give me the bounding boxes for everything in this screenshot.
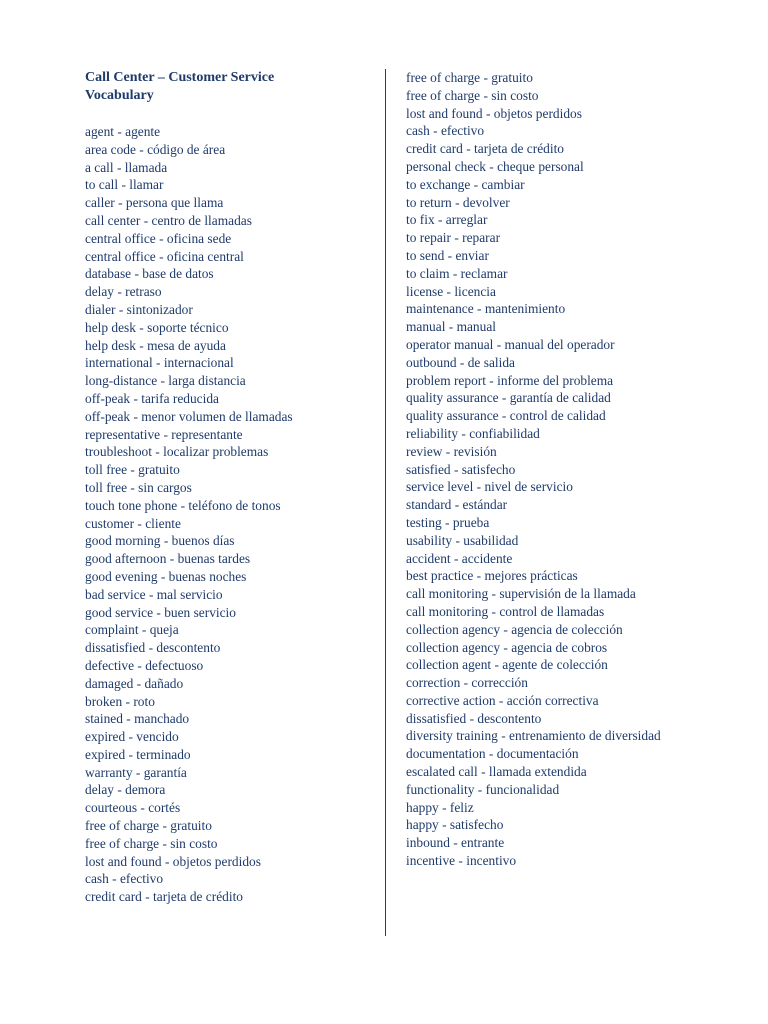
vocabulary-entry: touch tone phone - teléfono de tonos [85,497,281,513]
vocabulary-entry: inbound - entrante [406,835,505,851]
vocabulary-entry: quality assurance - garantía de calidad [406,390,611,406]
vocabulary-entry: cash - efectivo [85,871,164,887]
vocabulary-entry: representative - representante [85,426,243,442]
vocabulary-entry: database - base de datos [85,266,214,282]
vocabulary-entry: manual - manual [406,319,496,335]
vocabulary-entry: stained - manchado [85,711,190,727]
vocabulary-entry: warranty - garantía [85,764,187,780]
title-line-2: Vocabulary [85,88,154,103]
vocabulary-entry: toll free - gratuito [85,462,180,478]
vocabulary-entry: broken - roto [85,693,155,709]
vocabulary-entry: help desk - soporte técnico [85,319,229,335]
vocabulary-entry: service level - nivel de servicio [406,479,573,495]
vocabulary-entry: outbound - de salida [406,354,515,370]
vocabulary-entry: to fix - arreglar [406,212,488,228]
title-line-1: Call Center – Customer Service [85,70,275,85]
vocabulary-entry: bad service - mal servicio [85,586,223,602]
vocabulary-entry: accident - accidente [406,550,513,566]
vocabulary-entry: delay - demora [85,782,166,798]
column-divider [385,69,386,936]
vocabulary-entry: to send - enviar [406,247,489,263]
vocabulary-entry: central office - oficina sede [85,230,232,246]
vocabulary-entry: corrective action - acción correctiva [406,692,599,708]
vocabulary-entry: problem report - informe del problema [406,372,614,388]
vocabulary-entry: call center - centro de llamadas [85,212,252,228]
vocabulary-entry: delay - retraso [85,284,162,300]
vocabulary-entry: satisfied - satisfecho [406,461,516,477]
vocabulary-entry: operator manual - manual del operador [406,336,615,352]
vocabulary-entry: to return - devolver [406,194,510,210]
vocabulary-entry: expired - vencido [85,729,179,745]
vocabulary-entry: to exchange - cambiar [406,176,525,192]
vocabulary-entry: usability - usabilidad [406,532,519,548]
vocabulary-entry: international - internacional [85,355,234,371]
vocabulary-entry: testing - prueba [406,514,490,530]
vocabulary-entry: free of charge - gratuito [85,818,212,834]
vocabulary-entry: free of charge - sin costo [85,835,218,851]
vocabulary-entry: to call - llamar [85,177,164,193]
vocabulary-entry: free of charge - sin costo [406,87,539,103]
vocabulary-entry: complaint - queja [85,622,179,638]
vocabulary-entry: good afternoon - buenas tardes [85,551,251,567]
vocabulary-entry: incentive - incentivo [406,853,517,869]
vocabulary-entry: license - licencia [406,283,496,299]
vocabulary-entry: long-distance - larga distancia [85,373,246,389]
vocabulary-entry: good service - buen servicio [85,604,236,620]
vocabulary-entry: escalated call - llamada extendida [406,764,587,780]
vocabulary-entry: lost and found - objetos perdidos [406,105,582,121]
vocabulary-entry: agent - agente [85,124,161,139]
vocabulary-entry: quality assurance - control de calidad [406,408,606,424]
vocabulary-entry: to claim - reclamar [406,265,508,281]
left-vocabulary-list [85,123,375,906]
vocabulary-entry: happy - feliz [406,799,474,815]
vocabulary-entry: courteous - cortés [85,800,181,816]
vocabulary-entry: credit card - tarjeta de crédito [406,141,564,157]
vocabulary-entry: cash - efectivo [406,123,485,139]
vocabulary-entry: diversity training - entrenamiento de diversidad [406,728,661,744]
vocabulary-entry: happy - satisfecho [406,817,504,833]
vocabulary-entry: documentation - documentación [406,746,579,762]
vocabulary-entry: standard - estándar [406,497,508,513]
vocabulary-entry: help desk - mesa de ayuda [85,337,226,353]
vocabulary-entry: customer - cliente [85,515,181,531]
vocabulary-entry: call monitoring - supervisión de la llamada [406,586,636,602]
vocabulary-entry: best practice - mejores prácticas [406,568,578,584]
vocabulary-entry: caller - persona que llama [85,195,224,211]
vocabulary-entry: good evening - buenas noches [85,568,247,584]
vocabulary-entry: collection agency - agencia de cobros [406,639,608,655]
vocabulary-entry: call monitoring - control de llamadas [406,603,605,619]
vocabulary-entry: dissatisfied - descontento [85,640,221,656]
vocabulary-entry: functionality - funcionalidad [406,781,560,797]
vocabulary-entry: off-peak - menor volumen de llamadas [85,408,293,424]
vocabulary-entry: personal check - cheque personal [406,158,584,174]
vocabulary-entry: correction - corrección [406,675,528,691]
left-column [85,69,375,906]
vocabulary-entry: review - revisión [406,443,497,459]
vocabulary-entry: central office - oficina central [85,248,244,264]
vocabulary-entry: area code - código de área [85,141,226,157]
vocabulary-entry: credit card - tarjeta de crédito [85,889,243,905]
vocabulary-entry: dialer - sintonizador [85,301,193,317]
right-column [406,69,706,870]
vocabulary-entry: troubleshoot - localizar problemas [85,444,269,460]
vocabulary-entry: reliability - confiabilidad [406,425,540,441]
vocabulary-entry: collection agency - agencia de colección [406,621,623,637]
vocabulary-entry: defective - defectuoso [85,657,204,673]
vocabulary-entry: good morning - buenos días [85,533,235,549]
vocabulary-entry: free of charge - gratuito [406,70,533,85]
vocabulary-entry: collection agent - agente de colección [406,657,608,673]
vocabulary-entry: to repair - reparar [406,230,501,246]
vocabulary-entry: dissatisfied - descontento [406,710,542,726]
vocabulary-entry: lost and found - objetos perdidos [85,853,261,869]
vocabulary-entry: a call - llamada [85,159,168,175]
document-title [85,69,375,105]
vocabulary-entry: off-peak - tarifa reducida [85,390,219,406]
right-vocabulary-list [406,69,706,870]
vocabulary-entry: damaged - dañado [85,675,184,691]
vocabulary-entry: maintenance - mantenimiento [406,301,566,317]
vocabulary-entry: toll free - sin cargos [85,479,192,495]
vocabulary-entry: expired - terminado [85,746,191,762]
